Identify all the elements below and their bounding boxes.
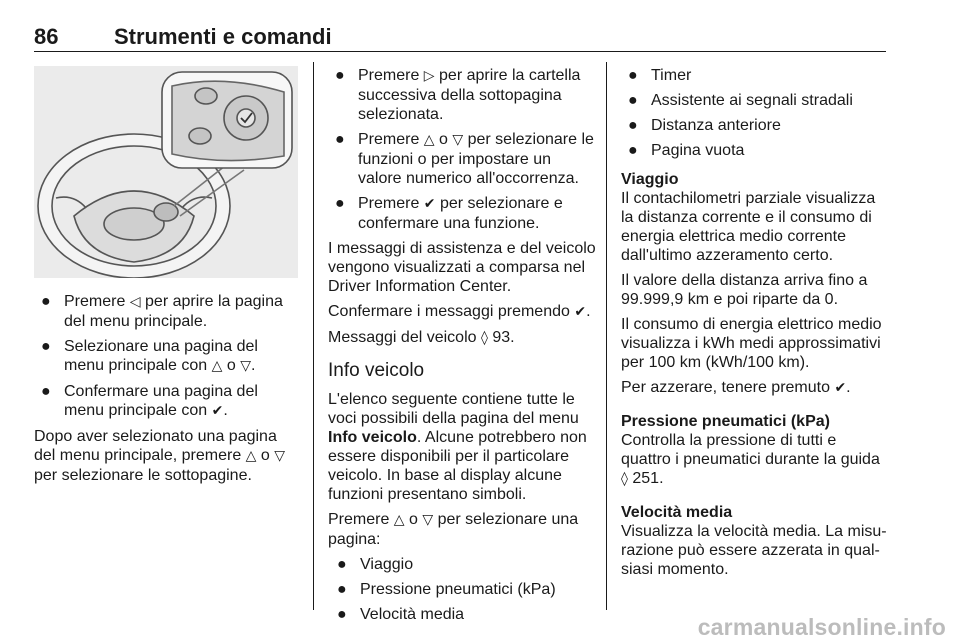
paragraph: Dopo aver selezionato una pagina del menu principale, premere △ o ▽ per selezionare le sottopagine. — [34, 428, 286, 484]
list-item: ● Premere △ o ▽ per selezionare le funzioni o per impostare un valore numerico all'occorrenza. — [335, 131, 594, 187]
list-item: ● Selezionare una pagina del menu principale con △ o ▽. — [41, 338, 258, 374]
cross-reference: Messaggi del veicolo ◊ 93. — [328, 329, 515, 346]
list-item: ● Premere ▷ per aprire la cartella successiva della sottopagina selezionata. — [335, 67, 581, 123]
subsection-title: Pressione pneumatici (kPa) — [621, 413, 830, 430]
check-icon: ✔ — [423, 196, 436, 212]
left-arrow-icon: ◁ — [129, 294, 141, 310]
list-item: ● Velocità media — [337, 606, 465, 623]
list-item: ● Premere ✔ per selezionare e confermare una funzione. — [335, 195, 563, 232]
paragraph: Confermare i messaggi premendo ✔. — [328, 303, 591, 320]
paragraph: I messaggi di assistenza e del veicolo vengono visualizzati a comparsa nel Driver Information Center. — [328, 240, 596, 295]
list-item: ● Viaggio — [337, 556, 414, 573]
column-divider — [606, 62, 607, 610]
down-arrow-icon: ▽ — [452, 132, 464, 148]
up-arrow-icon: △ — [211, 358, 223, 374]
down-arrow-icon: ▽ — [240, 358, 251, 374]
paragraph: Il contachilometri parziale visualizza la distanza corrente e il consumo di energia elettrica medio corrente dall'ultimo azzeramento certo. — [621, 190, 876, 264]
check-icon: ✔ — [211, 403, 224, 419]
up-arrow-icon: △ — [423, 132, 435, 148]
list-item: ● Distanza anteriore — [628, 117, 781, 134]
list-item: ● Timer — [628, 67, 692, 84]
paragraph: Controlla la pressione di tutti e quattro i pneumatici durante la guida ◊ 251. — [621, 432, 880, 487]
watermark: carmanualsonline.info — [697, 614, 946, 640]
right-arrow-icon: ▷ — [423, 68, 435, 84]
paragraph: L'elenco seguente contiene tutte le voci possibili della pagina del menu Info veicolo. Alcune potrebbero non essere disponibili per il particolare veicolo. In base al display alcune funzioni presentano simboli. — [328, 391, 587, 503]
check-icon: ✔ — [574, 304, 587, 320]
page-reference-icon: ◊ — [621, 471, 628, 487]
down-arrow-icon: ▽ — [422, 512, 434, 528]
up-arrow-icon: △ — [393, 512, 405, 528]
column-3 — [621, 66, 889, 585]
list-item: ● Confermare una pagina del menu principale con ✔. — [41, 383, 258, 419]
list-item: ● Premere ◁ per aprire la pagina del menu principale. — [41, 293, 283, 330]
subsection-title: Velocità media — [621, 504, 733, 521]
list-item: ● Assistente ai segnali stradali — [628, 92, 853, 109]
list-item: ● Pressione pneumatici (kPa) — [337, 581, 556, 598]
up-arrow-icon: △ — [245, 448, 257, 464]
paragraph: Premere △ o ▽ per selezionare una pagina: — [328, 511, 579, 548]
subsection-title: Viaggio — [621, 171, 679, 188]
paragraph: Per azzerare, tenere premuto ✔. — [621, 379, 851, 396]
steering-wheel-drawing — [34, 66, 298, 278]
paragraph: Il valore della distanza arriva fino a 99.999,9 km e poi riparte da 0. — [621, 272, 868, 308]
down-arrow-icon: ▽ — [274, 448, 286, 464]
page-title: Strumenti e comandi — [114, 24, 332, 49]
page-header — [34, 26, 886, 52]
column-1 — [34, 292, 302, 491]
paragraph: Visualizza la velocità media. La misu-razione può essere azzerata in qual-siasi momento. — [621, 523, 887, 578]
page-number: 86 — [34, 24, 59, 49]
check-icon: ✔ — [834, 380, 847, 396]
list-item: ● Pagina vuota — [628, 142, 745, 159]
steering-wheel-illustration — [34, 66, 298, 278]
page-reference-icon: ◊ — [480, 330, 488, 346]
paragraph: Il consumo di energia elettrico medio visualizza i kWh medi approssimativi per 100 km (kWh/100 km). — [621, 316, 882, 371]
section-heading: Info veicolo — [328, 360, 425, 381]
column-2 — [328, 66, 596, 630]
column-divider — [313, 62, 314, 610]
